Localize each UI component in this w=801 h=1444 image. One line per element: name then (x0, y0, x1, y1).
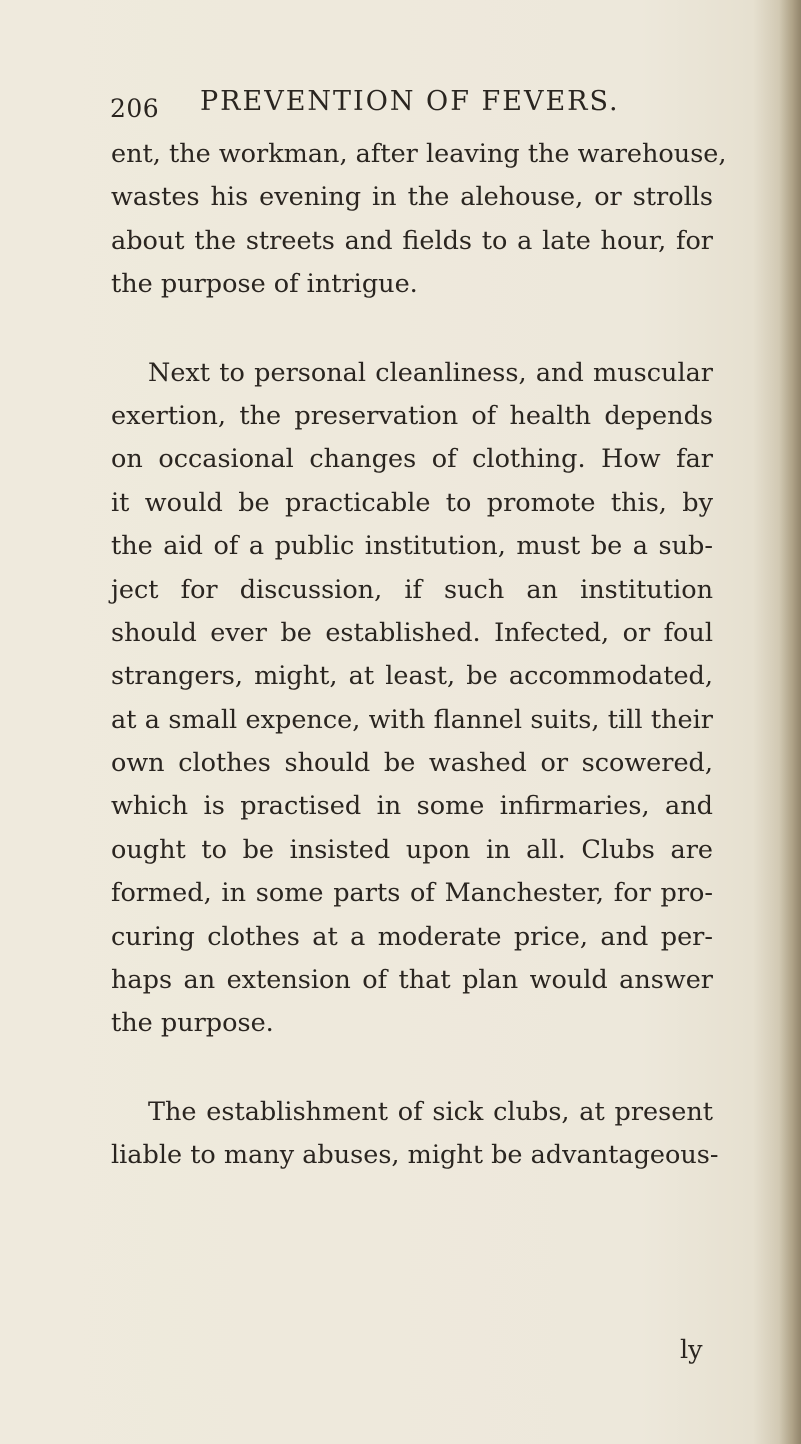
paragraph-3 (111, 1091, 719, 1178)
running-head (110, 86, 710, 126)
text-line: haps an extension of that plan would answer (111, 965, 713, 996)
text-line: curing clothes at a moderate price, and per- (111, 921, 713, 952)
text-line: the purpose. (111, 1008, 274, 1039)
text-line: about the streets and fields to a late hour, for (111, 225, 713, 256)
page-number: 206 (110, 94, 160, 123)
page-edge-shadow (779, 0, 801, 1444)
paragraph-2 (111, 352, 713, 1046)
text-line: liable to many abuses, might be advantageous- (111, 1140, 719, 1171)
body-text (111, 133, 727, 1178)
text-line: on occasional changes of clothing. How far (111, 444, 713, 475)
text-line: strangers, might, at least, be accommodated, (111, 661, 713, 692)
text-line: exertion, the preservation of health depends (111, 400, 713, 431)
text-line: at a small expence, with flannel suits, till their (111, 704, 713, 735)
text-line: ject for discussion, if such an institution (111, 574, 713, 605)
text-line: it would be practicable to promote this, by (111, 487, 713, 518)
text-line: own clothes should be washed or scowered, (111, 748, 713, 779)
text-line: the purpose of intrigue. (111, 269, 418, 300)
text-line: ent, the workman, after leaving the warehouse, (111, 139, 727, 169)
text-line: The establishment of sick clubs, at present (148, 1096, 713, 1127)
catchword: ly (680, 1335, 703, 1365)
running-title: PREVENTION OF FEVERS. (200, 86, 620, 117)
text-line: formed, in some parts of Manchester, for pro- (111, 878, 713, 909)
text-line: the aid of a public institution, must be a sub- (111, 531, 713, 562)
text-line: wastes his evening in the alehouse, or strolls (111, 182, 713, 213)
text-line: should ever be established. Infected, or foul (111, 617, 713, 648)
text-line: Next to personal cleanliness, and muscular (148, 357, 713, 388)
paragraph-1 (111, 133, 727, 307)
text-line: which is practised in some infirmaries, and (111, 791, 713, 822)
text-line: ought to be insisted upon in all. Clubs are (111, 834, 713, 865)
